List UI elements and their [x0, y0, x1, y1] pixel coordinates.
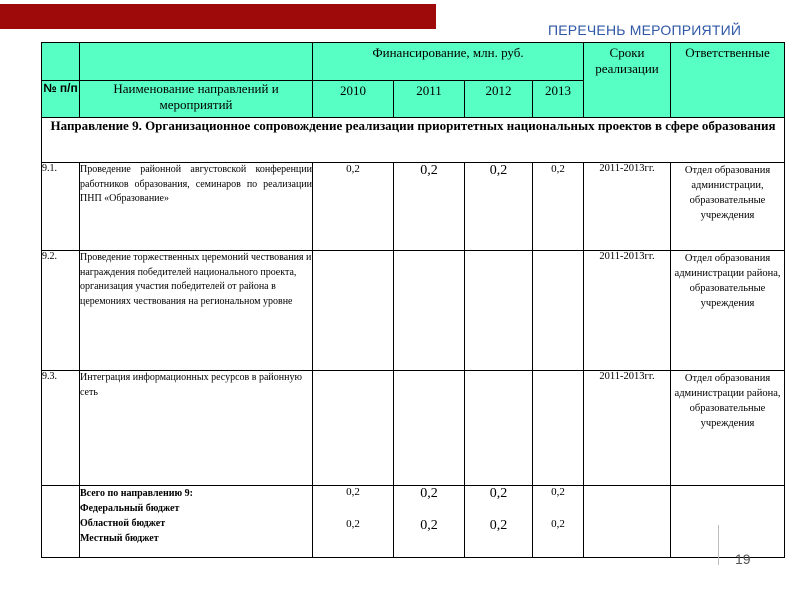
total-2012-top: 0,2: [489, 486, 508, 501]
row-period: 2011-2013гг.: [584, 371, 671, 486]
header-blank-name: [80, 43, 313, 81]
row-name: Проведение районной августовской конференции работников образования, семинаров по реализации ПНП «Образование»: [80, 163, 313, 251]
table-row: [42, 371, 785, 486]
value-2010: 0,2: [313, 163, 394, 251]
row-responsible: Отдел образования администрации района, образовательные учреждения: [671, 251, 785, 371]
value-2011: [394, 251, 465, 371]
total-responsible: [671, 486, 785, 558]
value-2010: [313, 251, 394, 371]
total-label-cell: [80, 486, 313, 558]
value-2012: [465, 251, 533, 371]
total-2011-top: 0,2: [420, 486, 438, 501]
header-row-top: [42, 43, 785, 81]
header-blank-number: [42, 43, 80, 81]
total-2011: [394, 486, 465, 558]
total-number: [42, 486, 80, 558]
direction-row: [42, 118, 785, 163]
header-period: [584, 43, 671, 118]
row-number: 9.1.: [42, 163, 80, 251]
direction-title: Направление 9. Организационное сопровождение реализации приоритетных национальных проектов в сфере образования: [42, 118, 785, 163]
total-2011-bottom: 0,2: [420, 518, 438, 533]
value-2010: [313, 371, 394, 486]
row-responsible: Отдел образования администрации района, образовательные учреждения: [671, 371, 785, 486]
row-responsible: Отдел образования администрации, образовательные учреждения: [671, 163, 785, 251]
total-2012-bottom: 0,2: [489, 518, 508, 533]
header-year-2010: 2010: [313, 81, 394, 118]
value-2013: 0,2: [533, 163, 584, 251]
table-row: [42, 251, 785, 371]
page-number: 19: [735, 551, 751, 567]
total-federal-label: Федеральный бюджет: [80, 503, 180, 514]
total-2013-bottom: 0,2: [551, 518, 565, 530]
row-number: 9.3.: [42, 371, 80, 486]
total-label: Всего по направлению 9:: [80, 488, 193, 499]
title-accent-bar: [0, 4, 436, 29]
value-2011: [394, 371, 465, 486]
total-period: [584, 486, 671, 558]
total-2013-top: 0,2: [551, 486, 565, 498]
total-2013: [533, 486, 584, 558]
total-2010-bottom: 0,2: [346, 518, 360, 530]
total-2010-top: 0,2: [346, 486, 360, 498]
header-financing: Финансирование, млн. руб.: [313, 43, 584, 81]
header-year-2012: 2012: [465, 81, 533, 118]
row-number: 9.2.: [42, 251, 80, 371]
value-2012: 0,2: [465, 163, 533, 251]
total-local-label: Местный бюджет: [80, 533, 159, 544]
slide-title: ПЕРЕЧЕНЬ МЕРОПРИЯТИЙ: [548, 22, 742, 38]
row-name: Интеграция информационных ресурсов в районную сеть: [80, 371, 313, 486]
header-year-2013: 2013: [533, 81, 584, 118]
header-period-label: Сроки реализации: [595, 45, 659, 76]
value-2011: 0,2: [394, 163, 465, 251]
total-2012: [465, 486, 533, 558]
header-responsible: Ответственные: [671, 43, 785, 118]
total-row: [42, 486, 785, 558]
table-row: [42, 163, 785, 251]
total-regional-label: Областной бюджет: [80, 518, 166, 529]
header-number: № п/п: [42, 81, 80, 118]
total-2010: [313, 486, 394, 558]
row-period: 2011-2013гг.: [584, 251, 671, 371]
value-2013: [533, 251, 584, 371]
header-name: Наименование направлений и мероприятий: [80, 81, 313, 118]
row-name: Проведение торжественных церемоний чествования и награждения победителей национального проекта, организация участия победителей от района в церемониях чествования на региональном уровне: [80, 251, 313, 371]
footer-divider: [718, 525, 719, 565]
value-2012: [465, 371, 533, 486]
row-period: 2011-2013гг.: [584, 163, 671, 251]
header-year-2011: 2011: [394, 81, 465, 118]
value-2013: [533, 371, 584, 486]
events-table: [41, 42, 785, 558]
